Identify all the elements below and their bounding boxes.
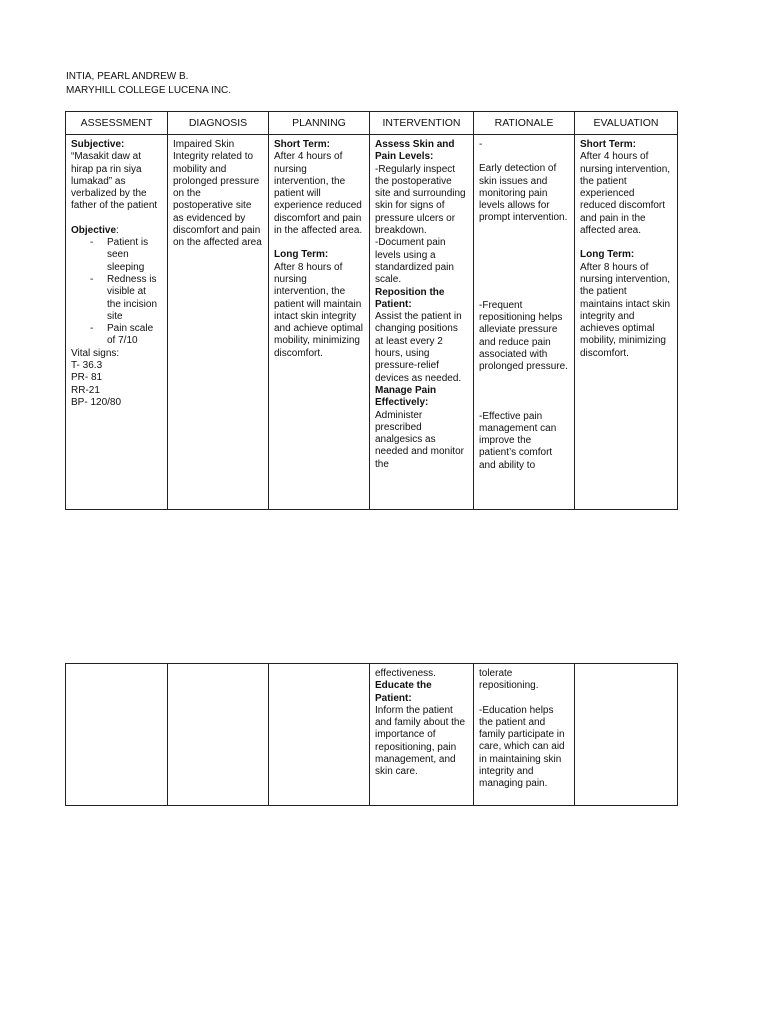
- list-item: - Redness is visible at the incision site: [107, 274, 162, 323]
- intervention-text-educate: Inform the patient and family about the importance of repositioning, pain management, and skin care.: [375, 704, 466, 778]
- table-row: [66, 135, 678, 510]
- intervention-cell: [370, 135, 474, 510]
- student-name: INTIA, PEARL ANDREW B.: [66, 71, 189, 82]
- planning-short-term-label: Short Term:: [274, 139, 330, 150]
- rationale-text-pain: -Effective pain management can improve the patient’s comfort and ability to: [479, 410, 557, 471]
- planning-cell-continued: [269, 664, 370, 806]
- intervention-text-continued: effectiveness.: [375, 668, 436, 679]
- planning-cell: [269, 135, 370, 510]
- rationale-text-educate: -Education helps the patient and family participate in care, which can aid in maintaining skin integrity and managing pain.: [479, 704, 565, 790]
- vital-signs-label: Vital signs:: [71, 347, 120, 359]
- column-header-evaluation: EVALUATION: [575, 112, 678, 135]
- rationale-text-continued: tolerate repositioning.: [479, 668, 539, 692]
- table-row: [66, 664, 678, 806]
- column-header-rationale: RATIONALE: [474, 112, 575, 135]
- vital-respiratory-rate: RR-21: [71, 384, 100, 396]
- vital-pulse-rate: PR- 81: [71, 372, 103, 384]
- diagnosis-cell: [168, 135, 269, 510]
- rationale-text-assess: Early detection of skin issues and monitoring pain levels allows for prompt intervention.: [479, 163, 568, 224]
- intervention-heading-educate: Educate the Patient:: [375, 680, 432, 704]
- table-header-row: [66, 112, 678, 135]
- school-name: MARYHILL COLLEGE LUCENA INC.: [66, 85, 232, 96]
- nursing-care-plan-table-continued: [65, 663, 678, 806]
- nursing-care-plan-table: [65, 111, 678, 510]
- evaluation-long-term-label: Long Term:: [580, 249, 635, 261]
- objective-colon: :: [116, 224, 119, 236]
- evaluation-cell-continued: [575, 664, 678, 806]
- intervention-text-reposition: Assist the patient in changing positions at least every 2 hours, using pressure-relief devices as needed.: [375, 311, 462, 384]
- rationale-cell-continued: [474, 664, 575, 806]
- vital-temperature: T- 36.3: [71, 360, 103, 372]
- objective-label: Objective: [71, 224, 117, 236]
- vital-blood-pressure: BP- 120/80: [71, 396, 122, 408]
- intervention-text-inspect: -Regularly inspect the postoperative site and surrounding skin for signs of pressure ulcers or breakdown.: [375, 163, 466, 237]
- subjective-text: “Masakit daw at hirap pa rin siya lumakad” as verbalized by the father of the patient: [71, 151, 158, 212]
- rationale-dash: -: [479, 139, 483, 150]
- column-header-diagnosis: DIAGNOSIS: [168, 112, 269, 135]
- intervention-cell-continued: [370, 664, 474, 806]
- planning-long-term-text: After 8 hours of nursing intervention, the patient will maintain intact skin integrity and achieve optimal mobility, minimizing discomfort.: [274, 261, 363, 359]
- evaluation-short-term-label: Short Term:: [580, 139, 636, 150]
- rationale-cell: [474, 135, 575, 510]
- intervention-text-document: -Document pain levels using a standardized pain scale.: [375, 237, 454, 286]
- evaluation-long-term-text: After 8 hours of nursing intervention, the patient maintains intact skin integrity and achieves optimal mobility, minimizing discomfort.: [580, 261, 671, 359]
- evaluation-short-term-text: After 4 hours of nursing intervention, the patient experienced reduced discomfort and pain in the affected area.: [580, 151, 671, 237]
- intervention-text-pain: Administer prescribed analgesics as needed and monitor the: [375, 409, 464, 470]
- column-header-intervention: INTERVENTION: [370, 112, 474, 135]
- document-header: [66, 70, 231, 98]
- planning-long-term-label: Long Term:: [274, 249, 329, 261]
- diagnosis-text: Impaired Skin Integrity related to mobility and prolonged pressure on the postoperative site as evidenced by discomfort and pain on the affected area: [173, 139, 262, 249]
- rationale-text-reposition: -Frequent repositioning helps alleviate pressure and reduce pain associated with prolonged pressure.: [479, 299, 568, 373]
- intervention-heading-reposition: Reposition the Patient:: [375, 286, 445, 310]
- column-header-planning: PLANNING: [269, 112, 370, 135]
- planning-short-term-text: After 4 hours of nursing intervention, the patient will experience reduced discomfort and pain in the affected area.: [274, 151, 363, 237]
- list-item: - Pain scale of 7/10: [107, 323, 162, 348]
- intervention-heading-pain: Manage Pain Effectively:: [375, 384, 437, 409]
- subjective-label: Subjective:: [71, 139, 125, 150]
- objective-list: [71, 237, 162, 348]
- list-item: - Patient is seen sleeping: [107, 237, 162, 274]
- diagnosis-cell-continued: [168, 664, 269, 806]
- assessment-cell-continued: [66, 664, 168, 806]
- assessment-cell: [66, 135, 168, 510]
- column-header-assessment: ASSESSMENT: [66, 112, 168, 135]
- evaluation-cell: [575, 135, 678, 510]
- intervention-heading-assess: Assess Skin and Pain Levels:: [375, 139, 455, 163]
